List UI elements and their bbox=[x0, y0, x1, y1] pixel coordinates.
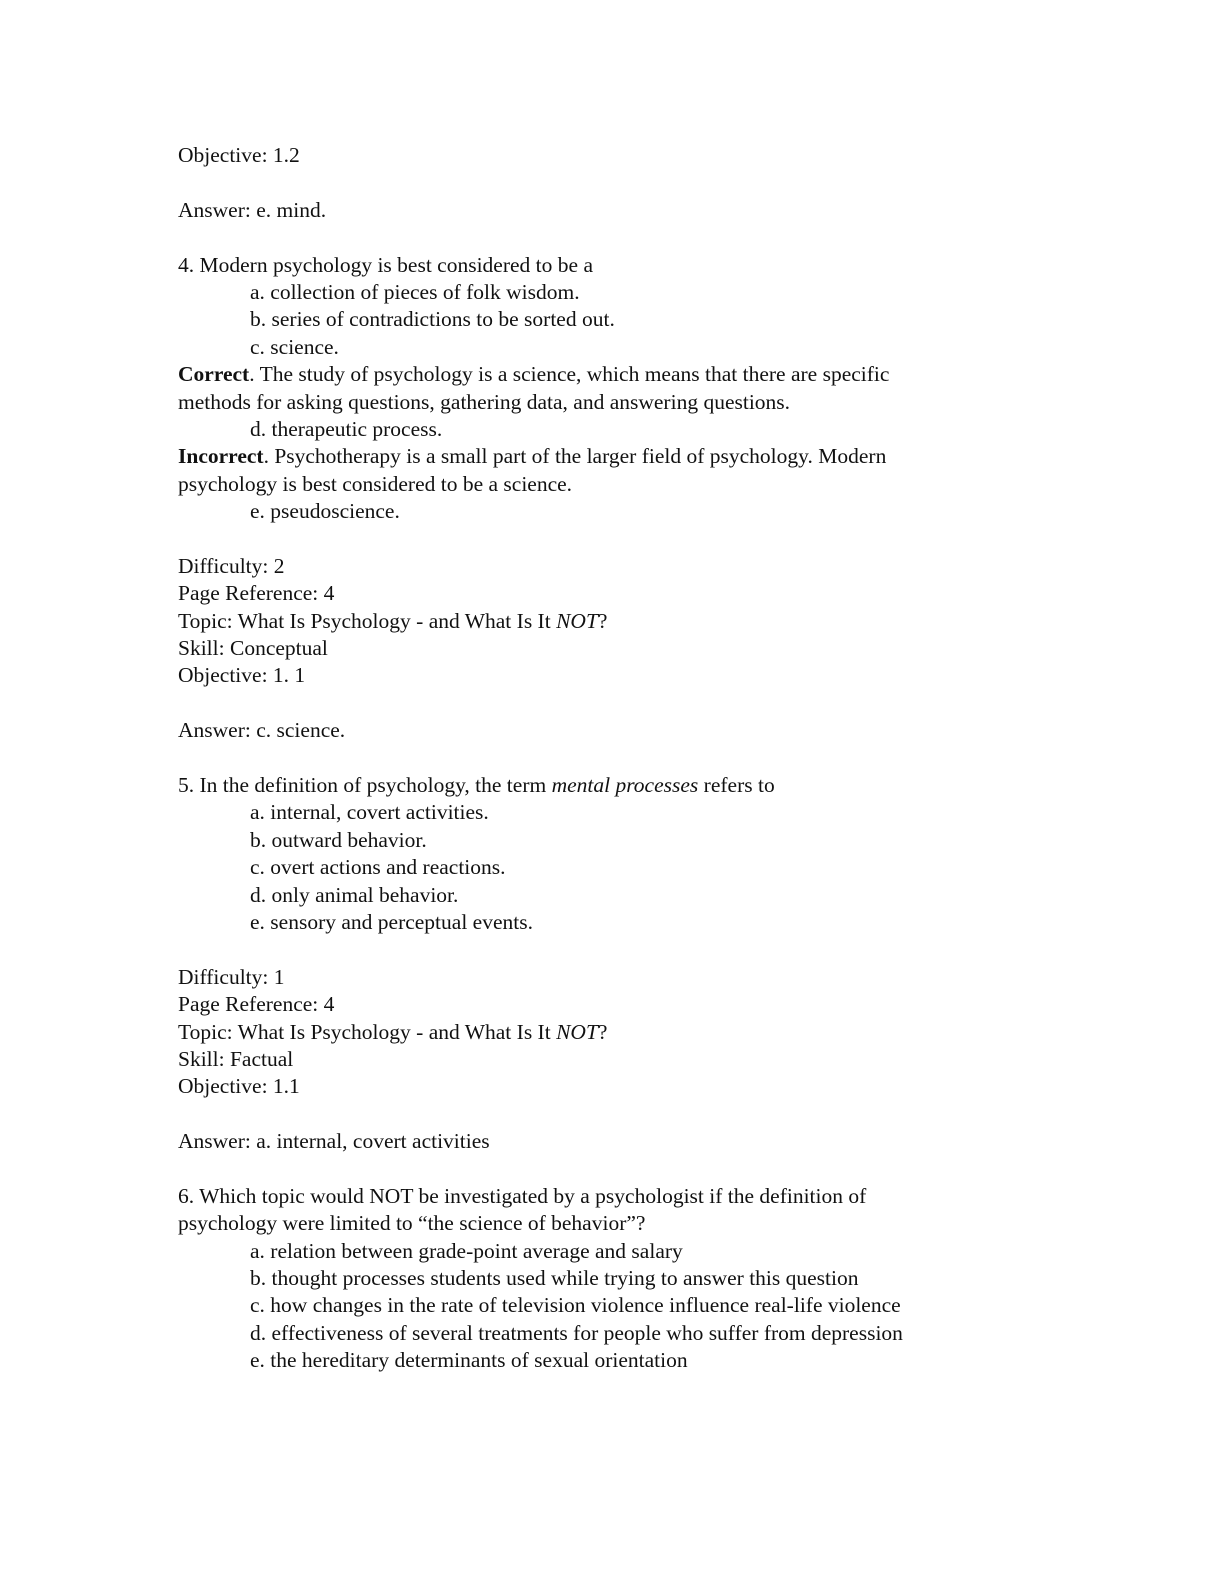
spacer bbox=[178, 1101, 1058, 1128]
q6-option-d: d. effectiveness of several treatments for people who suffer from depression bbox=[250, 1320, 903, 1345]
q4-correct-feedback bbox=[178, 361, 1058, 388]
q5-option-a: a. internal, covert activities. bbox=[250, 800, 489, 825]
correct-label: Correct bbox=[178, 362, 250, 387]
question-6-text: 6. Which topic would NOT be investigated by a psychologist if the definition of bbox=[178, 1183, 867, 1208]
topic-prefix: Topic: What Is Psychology - and What Is It bbox=[178, 608, 557, 633]
q5-page-reference: Page Reference: 4 bbox=[178, 992, 335, 1017]
topic-suffix: ? bbox=[597, 1019, 608, 1044]
topic-emphasis: NOT bbox=[556, 608, 598, 633]
correct-text: . The study of psychology is a science, which means that there are specific bbox=[249, 362, 890, 387]
q4-correct-feedback-cont: methods for asking questions, gathering data, and answering questions. bbox=[178, 389, 791, 414]
q4-page-reference: Page Reference: 4 bbox=[178, 581, 335, 606]
answer-line: Answer: e. mind. bbox=[178, 197, 327, 222]
q5-option-b: b. outward behavior. bbox=[250, 827, 427, 852]
q4-option-b: b. series of contradictions to be sorted out. bbox=[250, 307, 615, 332]
q5-option-d: d. only animal behavior. bbox=[250, 882, 459, 907]
question-suffix: refers to bbox=[698, 772, 775, 797]
objective-line: Objective: 1.2 bbox=[178, 143, 300, 167]
incorrect-label: Incorrect bbox=[178, 444, 264, 469]
topic-suffix: ? bbox=[597, 608, 608, 633]
q5-answer: Answer: a. internal, covert activities bbox=[178, 1129, 490, 1154]
q5-topic bbox=[178, 1019, 1058, 1046]
spacer bbox=[178, 745, 1058, 772]
spacer bbox=[178, 690, 1058, 717]
q4-skill: Skill: Conceptual bbox=[178, 636, 328, 661]
q5-option-e: e. sensory and perceptual events. bbox=[250, 909, 533, 934]
q4-difficulty: Difficulty: 2 bbox=[178, 553, 285, 578]
q5-option-c: c. overt actions and reactions. bbox=[250, 855, 506, 880]
question-prefix: 5. In the definition of psychology, the term bbox=[178, 772, 552, 797]
q5-difficulty: Difficulty: 1 bbox=[178, 964, 285, 989]
q6-option-c: c. how changes in the rate of television violence influence real-life violence bbox=[250, 1293, 901, 1318]
spacer bbox=[178, 1155, 1058, 1182]
q4-option-a: a. collection of pieces of folk wisdom. bbox=[250, 279, 580, 304]
q4-incorrect-feedback-cont: psychology is best considered to be a science. bbox=[178, 471, 573, 496]
q4-option-c: c. science. bbox=[250, 334, 339, 359]
q4-objective: Objective: 1. 1 bbox=[178, 663, 306, 688]
q5-skill: Skill: Factual bbox=[178, 1046, 294, 1071]
q4-option-e: e. pseudoscience. bbox=[250, 499, 400, 524]
topic-emphasis: NOT bbox=[556, 1019, 598, 1044]
spacer bbox=[178, 224, 1058, 251]
question-6-text-cont: psychology were limited to “the science of behavior”? bbox=[178, 1211, 646, 1236]
spacer bbox=[178, 936, 1058, 963]
topic-prefix: Topic: What Is Psychology - and What Is It bbox=[178, 1019, 557, 1044]
spacer bbox=[178, 169, 1058, 196]
q4-answer: Answer: c. science. bbox=[178, 718, 346, 743]
question-4-text: 4. Modern psychology is best considered to be a bbox=[178, 252, 593, 277]
q6-option-b: b. thought processes students used while trying to answer this question bbox=[250, 1266, 859, 1291]
q4-topic bbox=[178, 608, 1058, 635]
incorrect-text: . Psychotherapy is a small part of the larger field of psychology. Modern bbox=[263, 444, 887, 469]
question-5-text bbox=[178, 772, 1058, 799]
q6-option-e: e. the hereditary determinants of sexual orientation bbox=[250, 1348, 688, 1373]
q4-incorrect-feedback bbox=[178, 443, 1058, 470]
q4-option-d: d. therapeutic process. bbox=[250, 416, 443, 441]
q6-option-a: a. relation between grade-point average and salary bbox=[250, 1238, 683, 1263]
spacer bbox=[178, 525, 1058, 552]
question-emphasis: mental processes bbox=[551, 772, 699, 797]
document-page bbox=[178, 142, 1058, 1375]
q5-objective: Objective: 1.1 bbox=[178, 1074, 300, 1099]
